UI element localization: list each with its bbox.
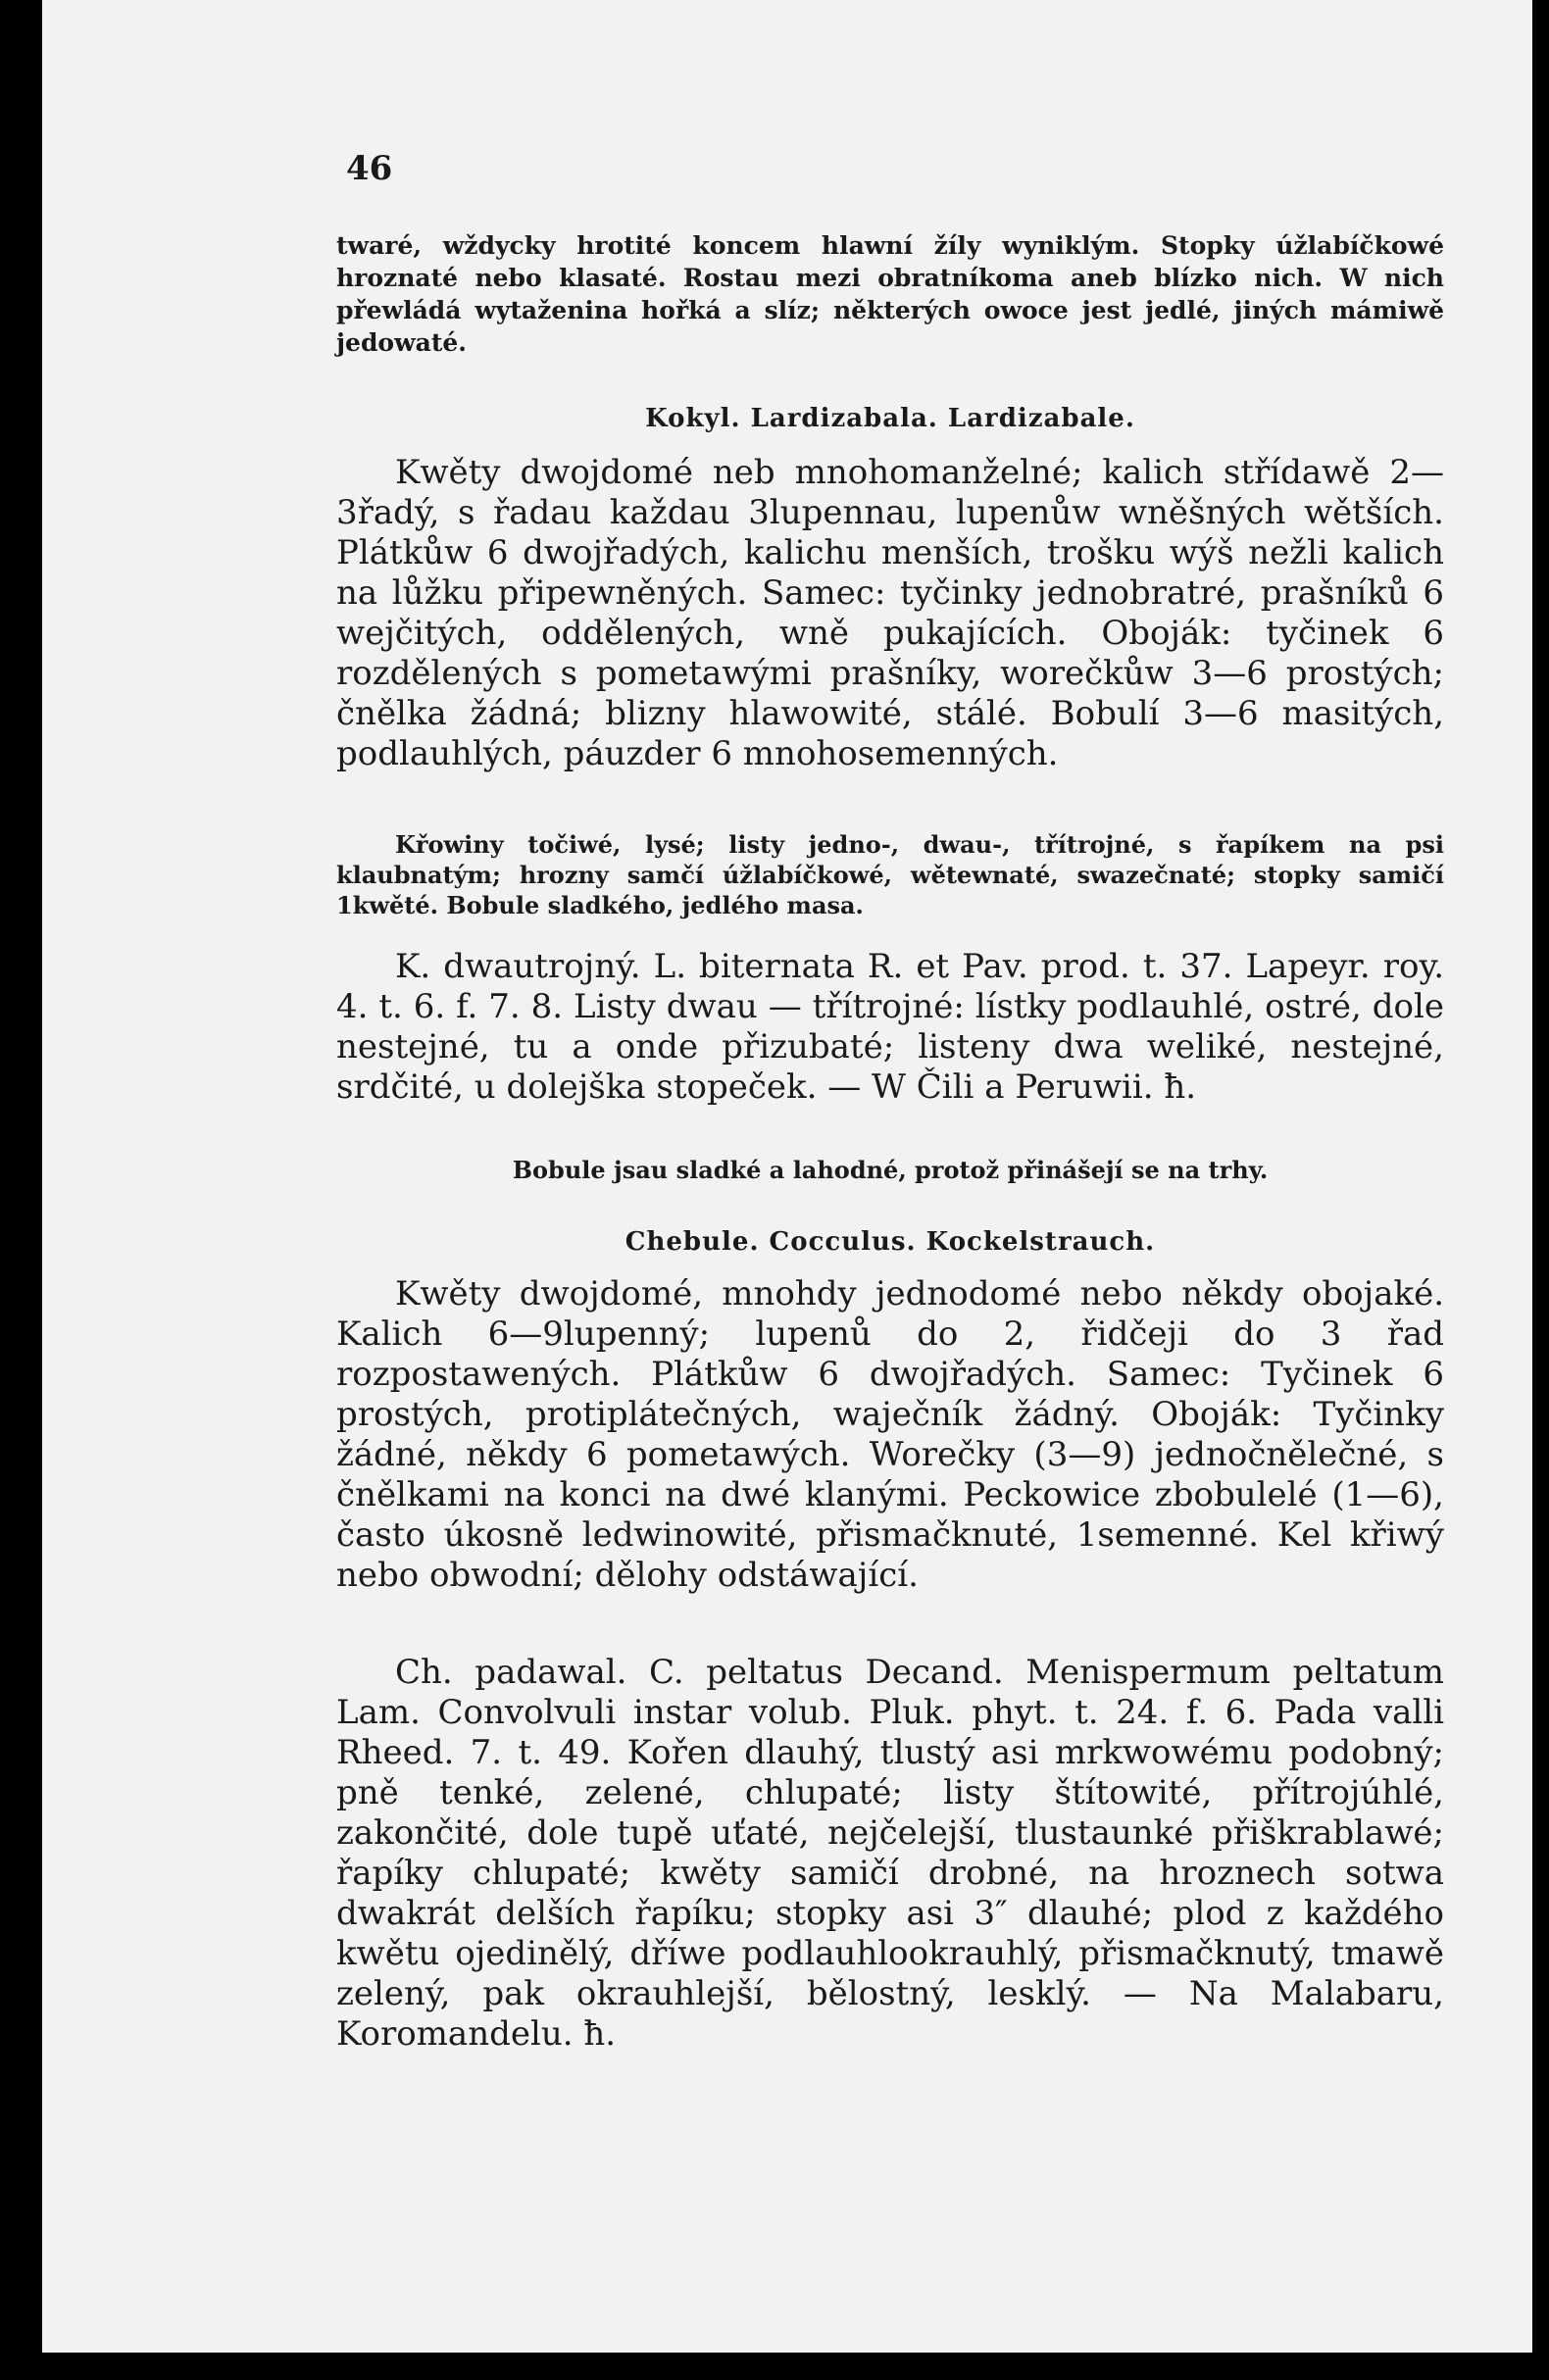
section1-species-note: Bobule jsau sladké a lahodné, protož přinášejí se na trhy. [512, 1156, 1269, 1184]
page-number: 46 [346, 149, 393, 188]
section1-description: Kwěty dwojdomé neb mnohomanželné; kalich střídawě 2—3řadý, s řadau každau 3lupennau, lupenůw wněšných wětších. Plátkůw 6 dwojřadých, kalichu menších, trošku wýš nežli kalich na lůžku připewněných. Samec: tyčinky jednobratré, prašníků 6 wejčitých, oddělených, wně pukajících. Oboják: tyčinek 6 rozdělených s pometawými prašníky, worečkůw 3—6 prostých; čnělka žádná; blizny hlawowité, stálé. Bobulí 3—6 masitých, podlauhlých, páuzder 6 mnohosemenných. [336, 453, 1444, 773]
intro-paragraph: twaré, wždycky hrotité koncem hlawní žíly wyniklým. Stopky úžlabíčkowé hroznaté nebo klasaté. Rostau mezi obratníkoma aneb blízko nich. W nich přewládá wytaženina hořká a slíz; některých owoce jest jedlé, jiných mámiwě jedowaté. [336, 231, 1444, 357]
section2-species: Ch. padawal. C. peltatus Decand. Menispermum peltatum Lam. Convolvuli instar volub. Pluk. phyt. t. 24. f. 6. Pada valli Rheed. 7. t. 49. Kořen dlauhý, tlustý asi mrkwowému podobný; pně tenké, zelené, chlupaté; listy štítowité, přítrojúhlé, zakončité, dole tupě uťaté, nejčelejší, tlustaunké přiškrablawé; řapíky chlupaté; kwěty samičí drobné, na hroznech sotwa dwakrát delších řapíku; stopky asi 3″ dlauhé; plod z každého kwětu ojedinělý, dříwe podlauhlookrauhlý, přismačknutý, tmawě zelený, pak okrauhlejší, bělostný, lesklý. — Na Malabaru, Koromandelu. ħ. [336, 1653, 1444, 2054]
section2-heading: Chebule. Cocculus. Kockelstrauch. [625, 1227, 1156, 1257]
section1-note: Křowiny točiwé, lysé; listy jedno-, dwau-, třítrojné, s řapíkem na psi klaubnatým; hrozny samčí úžlabíčkowé, wětewnaté, swazečnaté; stopky samičí 1kwěté. Bobule sladkého, jedlého masa. [336, 830, 1444, 919]
section1-heading: Kokyl. Lardizabala. Lardizabale. [645, 404, 1135, 433]
section1-species: K. dwautrojný. L. biternata R. et Pav. prod. t. 37. Lapeyr. roy. 4. t. 6. f. 7. 8. Listy dwau — třítrojné: lístky podlauhlé, ostré, dole nestejné, tu a onde přizubaté; listeny dwa weliké, nestejné, srdčité, u dolejška stopeček. — W Čili a Peruwii. ħ. [336, 947, 1444, 1107]
section2-description: Kwěty dwojdomé, mnohdy jednodomé nebo někdy obojaké. Kalich 6—9lupenný; lupenů do 2, řidčeji do 3 řad rozpostawených. Plátkůw 6 dwojřadých. Samec: Tyčinek 6 prostých, protiplátečných, waječník žádný. Oboják: Tyčinky žádné, někdy 6 pometawých. Worečky (3—9) jednočnělečné, s čnělkami na konci na dwé klanými. Peckowice zbobulelé (1—6), často úkosně ledwinowité, přismačknuté, 1semenné. Kel křiwý nebo obwodní; dělohy odstáwající. [336, 1274, 1444, 1595]
book-page [42, 0, 1532, 2353]
